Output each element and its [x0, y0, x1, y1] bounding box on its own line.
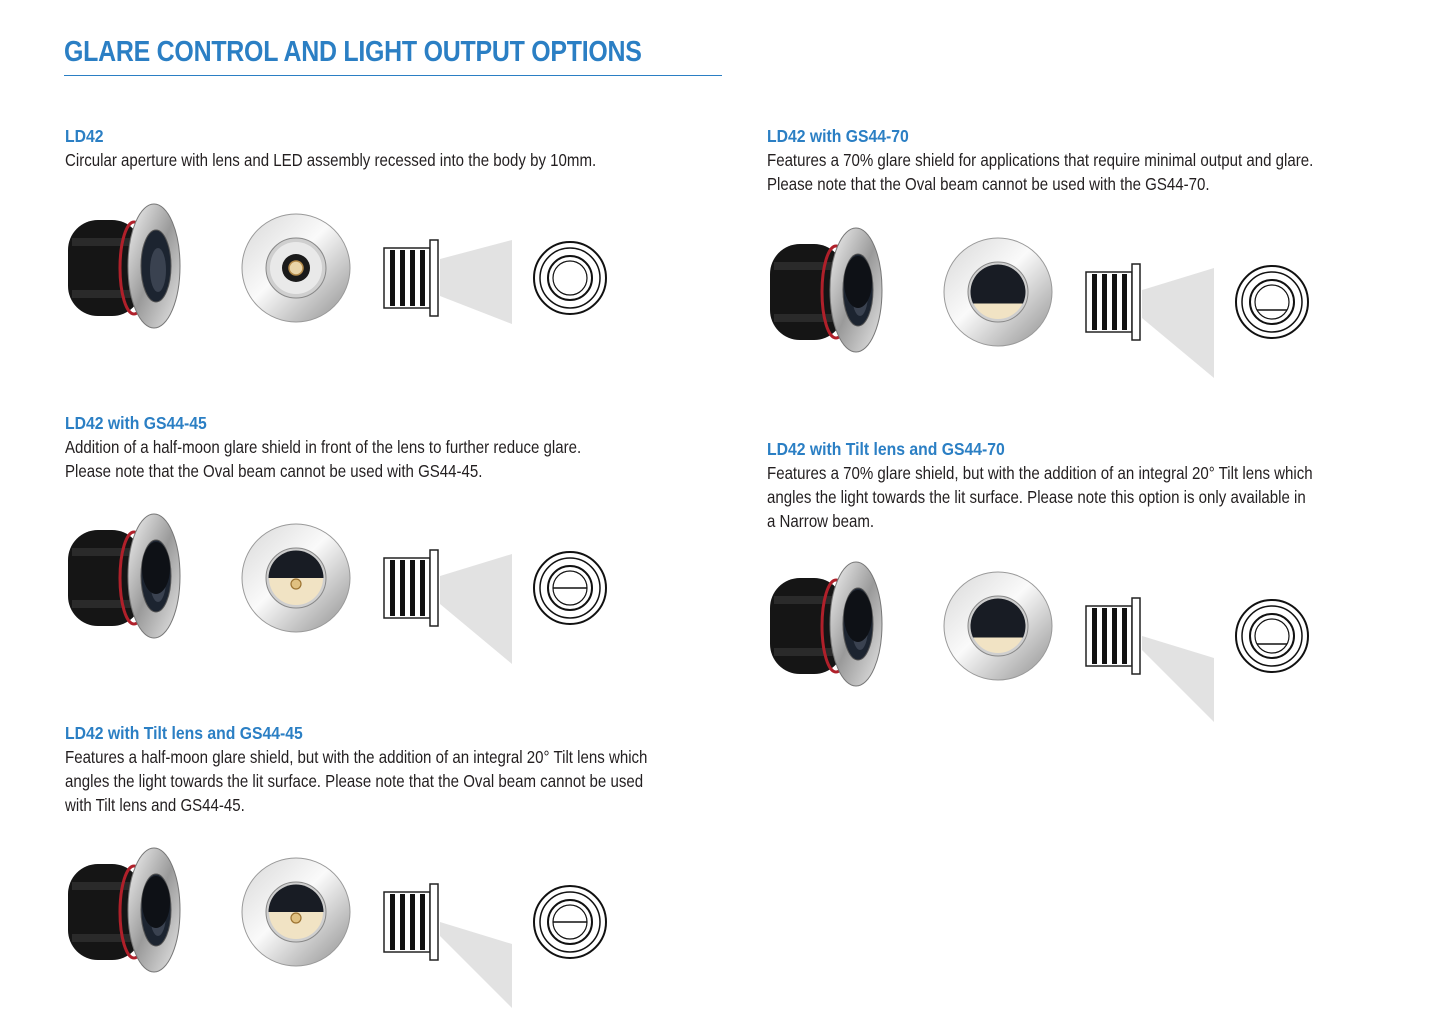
aperture-symbol-icon — [1232, 596, 1312, 676]
section-description — [65, 435, 710, 483]
front-view-icon — [942, 236, 1054, 348]
aperture-symbol-icon — [530, 882, 610, 962]
beam-diagram-icon — [1084, 228, 1220, 358]
section-ld42-gs44-70 — [767, 124, 1445, 196]
product-photo-icon — [64, 198, 174, 338]
section-title: LD42 with Tilt lens and GS44-45 — [65, 723, 303, 743]
section-ld42-gs44-45 — [65, 411, 815, 483]
section-description — [65, 148, 710, 172]
beam-diagram-icon — [382, 204, 518, 334]
section-ld42 — [65, 124, 815, 172]
section-description — [767, 461, 1412, 533]
description-line: with Tilt lens and GS44-45. — [65, 795, 245, 815]
aperture-symbol-icon — [530, 238, 610, 318]
title-divider — [64, 75, 722, 76]
front-view-icon — [240, 522, 352, 634]
description-line: Features a half-moon glare shield, but with the addition of an integral 20° Tilt lens which — [65, 747, 648, 767]
section-description — [65, 745, 710, 817]
page-title: GLARE CONTROL AND LIGHT OUTPUT OPTIONS — [64, 36, 642, 68]
description-line: angles the light towards the lit surface. Please note that the Oval beam cannot be used — [65, 771, 644, 791]
front-view-icon — [240, 856, 352, 968]
aperture-symbol-icon — [1232, 262, 1312, 342]
description-line: Please note that the Oval beam cannot be used with GS44-45. — [65, 461, 483, 481]
section-title: LD42 with GS44-45 — [65, 413, 207, 433]
description-line: angles the light towards the lit surface. Please note this option is only available in — [767, 487, 1306, 507]
aperture-symbol-icon — [530, 548, 610, 628]
product-images-row — [64, 198, 624, 368]
product-images-row — [766, 222, 1326, 392]
section-description — [767, 148, 1412, 196]
product-photo-icon — [64, 842, 174, 982]
product-photo-icon — [64, 508, 174, 648]
product-photo-icon — [766, 222, 876, 362]
product-images-row — [64, 508, 624, 678]
front-view-icon — [240, 212, 352, 324]
description-line: Addition of a half-moon glare shield in front of the lens to further reduce glare. — [65, 437, 582, 457]
description-line: Features a 70% glare shield, but with the addition of an integral 20° Tilt lens which — [767, 463, 1313, 483]
section-title: LD42 with Tilt lens and GS44-70 — [767, 439, 1005, 459]
section-title: LD42 with GS44-70 — [767, 126, 909, 146]
beam-diagram-icon — [382, 514, 518, 644]
section-ld42-tilt-gs44-45 — [65, 721, 815, 817]
description-line: Features a 70% glare shield for applications that require minimal output and glare. — [767, 150, 1314, 170]
front-view-icon — [942, 570, 1054, 682]
product-photo-icon — [766, 556, 876, 696]
description-line: Please note that the Oval beam cannot be used with the GS44-70. — [767, 174, 1210, 194]
description-line: Circular aperture with lens and LED assembly recessed into the body by 10mm. — [65, 150, 597, 170]
beam-diagram-icon — [1084, 562, 1220, 692]
beam-diagram-icon — [382, 848, 518, 978]
section-ld42-tilt-gs44-70 — [767, 437, 1445, 533]
description-line: a Narrow beam. — [767, 511, 875, 531]
section-title: LD42 — [65, 126, 104, 146]
product-images-row — [64, 842, 624, 1012]
product-images-row — [766, 556, 1326, 726]
